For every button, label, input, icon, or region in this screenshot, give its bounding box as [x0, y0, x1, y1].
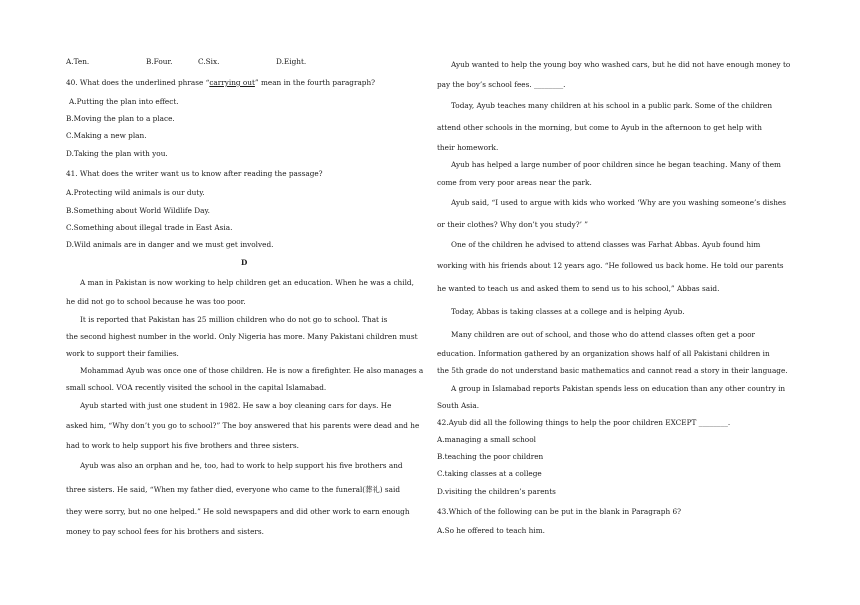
- passage-line: come from very poor areas near the park.: [437, 178, 592, 187]
- q42-question: 42.Ayub did all the following things to help the poor children EXCEPT ________.: [437, 418, 731, 427]
- passage-line: It is reported that Pakistan has 25 million children who do not go to school. That is: [80, 315, 388, 324]
- q39-option-d: D.Eight.: [276, 57, 307, 66]
- q40-question-post: ” mean in the fourth paragraph?: [254, 78, 376, 87]
- passage-line: work to support their families.: [66, 349, 179, 358]
- q39-option-c: C.Six.: [198, 57, 220, 66]
- passage-line: Ayub wanted to help the young boy who washed cars, but he did not have enough money to: [451, 60, 791, 69]
- q40-option-a: A.Putting the plan into effect.: [69, 97, 179, 106]
- q39-option-b: B.Four.: [146, 57, 173, 66]
- q40-question-pre: 40. What does the underlined phrase “: [66, 78, 210, 87]
- q41-question: 41. What does the writer want us to know after reading the passage?: [66, 169, 323, 178]
- passage-line: their homework.: [437, 143, 499, 152]
- passage-line: education. Information gathered by an organization shows half of all Pakistani children in: [437, 349, 770, 358]
- q40-question: [66, 78, 375, 87]
- q42-option-d: D.visiting the children’s parents: [437, 487, 556, 496]
- q43-option-a: A.So he offered to teach him.: [437, 526, 545, 535]
- q40-underlined-phrase: carrying out: [209, 78, 255, 87]
- passage-line: A man in Pakistan is now working to help children get an education. When he was a child,: [80, 278, 414, 287]
- passage-line: South Asia.: [437, 401, 480, 410]
- q39-option-a: A.Ten.: [66, 57, 90, 66]
- q41-option-c: C.Something about illegal trade in East Asia.: [66, 223, 233, 232]
- passage-line: the second highest number in the world. Only Nigeria has more. Many Pakistani children must: [66, 332, 418, 341]
- q41-option-d: D.Wild animals are in danger and we must get involved.: [66, 240, 274, 249]
- q42-option-b: B.teaching the poor children: [437, 452, 544, 461]
- q41-option-a: A.Protecting wild animals is our duty.: [66, 188, 205, 197]
- passage-line: small school. VOA recently visited the school in the capital Islamabad.: [66, 383, 327, 392]
- passage-line: One of the children he advised to attend classes was Farhat Abbas. Ayub found him: [451, 240, 761, 249]
- q40-option-d: D.Taking the plan with you.: [66, 149, 168, 158]
- q40-option-b: B.Moving the plan to a place.: [66, 114, 175, 123]
- q40-option-c: C.Making a new plan.: [66, 131, 147, 140]
- passage-line: they were sorry, but no one helped.” He sold newspapers and did other work to earn enough: [66, 507, 410, 516]
- passage-line: working with his friends about 12 years ago. “He followed us back home. He told our parents: [437, 261, 784, 270]
- passage-line: Many children are out of school, and those who do attend classes often get a poor: [451, 330, 756, 339]
- passage-line: money to pay school fees for his brothers and sisters.: [66, 527, 264, 536]
- passage-line: attend other schools in the morning, but come to Ayub in the afternoon to get help with: [437, 123, 762, 132]
- q42-option-a: A.managing a small school: [437, 435, 536, 444]
- passage-line: Today, Abbas is taking classes at a college and is helping Ayub.: [451, 307, 685, 316]
- passage-line: pay the boy’s school fees. ________.: [437, 80, 566, 89]
- passage-line: Ayub was also an orphan and he, too, had to work to help support his five brothers and: [80, 461, 403, 470]
- passage-line: he wanted to teach us and asked them to send us to his school,” Abbas said.: [437, 284, 720, 293]
- passage-line: three sisters. He said, “When my father died, everyone who came to the funeral(葬礼) said: [66, 485, 400, 494]
- passage-line: A group in Islamabad reports Pakistan spends less on education than any other country in: [451, 384, 786, 393]
- passage-line: had to work to help support his five brothers and three sisters.: [66, 441, 299, 450]
- passage-line: Today, Ayub teaches many children at his school in a public park. Some of the children: [451, 101, 773, 110]
- q41-option-b: B.Something about World Wildlife Day.: [66, 206, 210, 215]
- passage-line: he did not go to school because he was too poor.: [66, 297, 246, 306]
- q42-option-c: C.taking classes at a college: [437, 469, 542, 478]
- passage-line: Mohammad Ayub was once one of those children. He is now a firefighter. He also manages a: [80, 366, 424, 375]
- passage-line: asked him, “Why don’t you go to school?” The boy answered that his parents were dead and he: [66, 421, 420, 430]
- passage-line: the 5th grade do not understand basic mathematics and cannot read a story in their language.: [437, 366, 788, 375]
- passage-line: Ayub has helped a large number of poor children since he began teaching. Many of them: [451, 160, 781, 169]
- section-title: D: [241, 258, 248, 267]
- q43-question: 43.Which of the following can be put in the blank in Paragraph 6?: [437, 507, 682, 516]
- passage-line: Ayub said, “I used to argue with kids who worked ‘Why are you washing someone’s dishes: [451, 198, 786, 207]
- passage-line: Ayub started with just one student in 1982. He saw a boy cleaning cars for days. He: [80, 401, 392, 410]
- passage-line: or their clothes? Why don’t you study?’ ”: [437, 220, 588, 229]
